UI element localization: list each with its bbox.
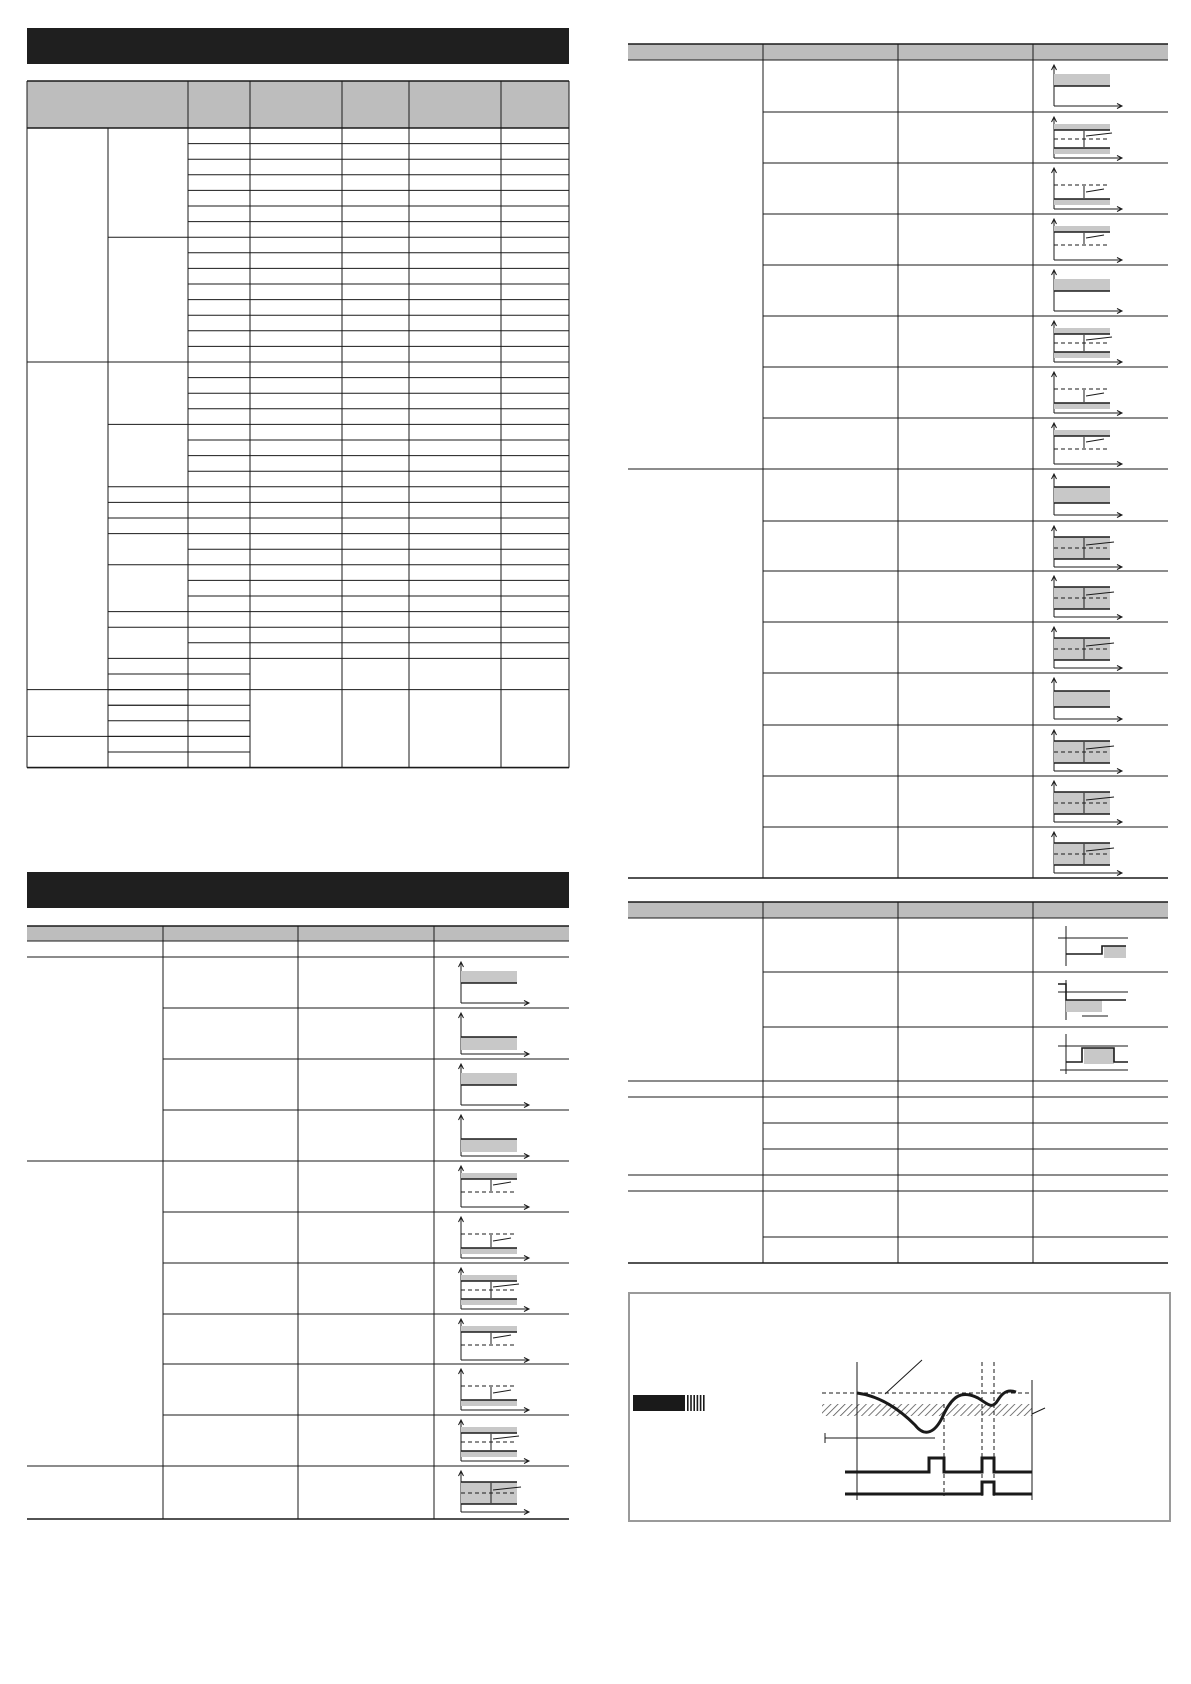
leader-line xyxy=(885,1360,922,1394)
leader-line xyxy=(1032,1408,1045,1414)
legend-tick xyxy=(687,1395,689,1411)
legend-tick xyxy=(703,1395,705,1411)
legend-tick xyxy=(697,1395,699,1411)
legend-tick xyxy=(700,1395,702,1411)
output-signal-2 xyxy=(845,1482,1032,1494)
output-signal-1 xyxy=(845,1458,1032,1472)
legend-block xyxy=(633,1395,685,1411)
legend-tick xyxy=(693,1395,695,1411)
legend-tick xyxy=(690,1395,692,1411)
hatched-hysteresis-band xyxy=(822,1404,1032,1416)
